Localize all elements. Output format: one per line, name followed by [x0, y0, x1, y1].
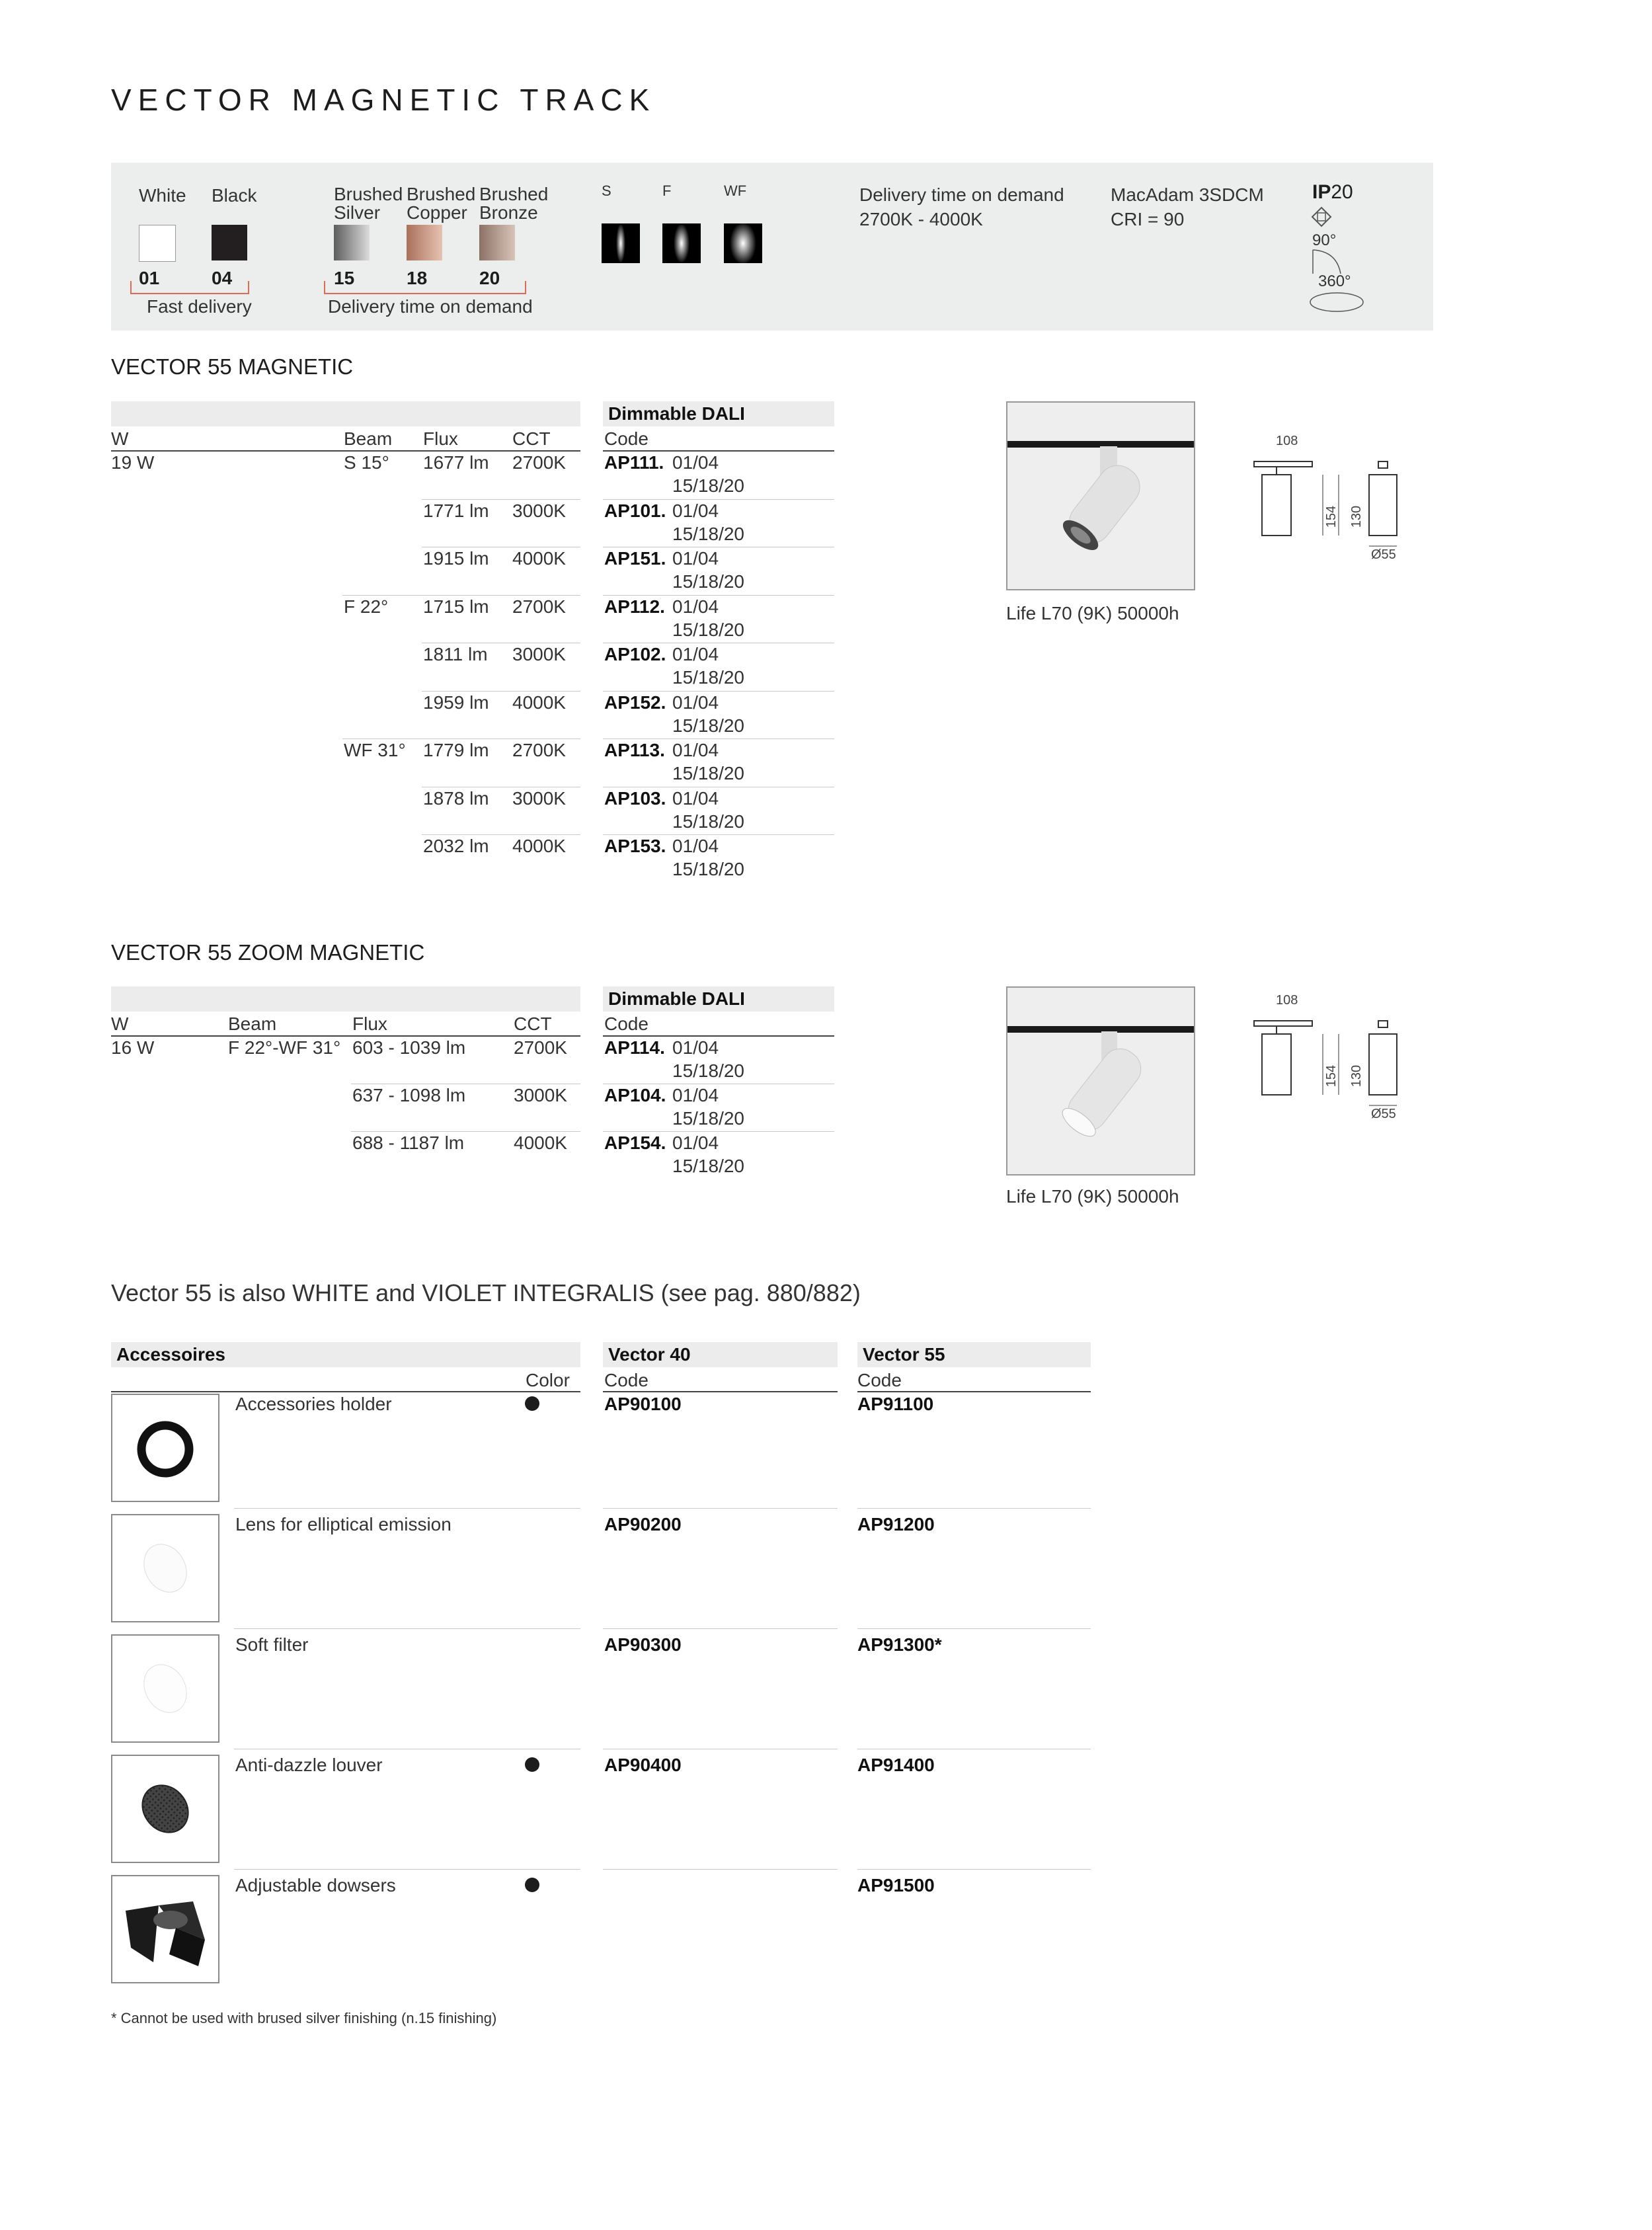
- row-code: AP102.: [604, 644, 666, 664]
- row-flux: 1915 lm: [423, 548, 489, 569]
- zoom-row-flux: 637 - 1098 lm: [352, 1085, 466, 1105]
- row-finish-demand: 15/18/20: [672, 571, 744, 592]
- row-cct: 2700K: [512, 740, 566, 760]
- demand-bracket: [324, 281, 526, 294]
- row-code: AP112.: [604, 596, 665, 617]
- code-divider: [603, 738, 834, 739]
- v55-code: AP91500: [857, 1875, 935, 1895]
- row-finish-fast: 01/04: [672, 644, 719, 664]
- row-finish-demand: 15/18/20: [672, 763, 744, 783]
- row-code: AP103.: [604, 787, 666, 809]
- v40-header: Vector 40: [608, 1344, 691, 1365]
- zoom-col-beam: Beam: [228, 1014, 277, 1034]
- row-finish-fast: 01/04: [672, 787, 719, 809]
- integralis-note: Vector 55 is also WHITE and VIOLET INTEGRALIS (see pag. 880/882): [111, 1279, 861, 1306]
- col-w: W: [111, 428, 129, 449]
- v40-code: AP90200: [604, 1514, 682, 1534]
- rotation-ellipse-icon: [1309, 291, 1364, 313]
- v40-divider: [603, 1508, 838, 1509]
- row-flux: 1878 lm: [423, 787, 489, 809]
- finish-code-copper: 18: [407, 268, 428, 288]
- row-finish-demand: 15/18/20: [672, 619, 744, 640]
- header-rule-code: [603, 450, 834, 452]
- dali-header: Dimmable DALI: [608, 403, 745, 424]
- row-cct: 2700K: [512, 452, 566, 473]
- zoom-row-finish-demand: 15/18/20: [672, 1108, 744, 1129]
- row-beam: S 15°: [344, 452, 389, 473]
- finish-label-white: White: [139, 185, 186, 206]
- ip-symbol-icon: [1311, 206, 1332, 227]
- acc-divider: [234, 1508, 580, 1509]
- table-header-band: [111, 401, 580, 426]
- zoom-dim-height-total: 154: [1324, 1064, 1339, 1088]
- delivery-info: Delivery time on demand 2700K - 4000K: [859, 184, 1064, 229]
- beam-wf-icon: [724, 223, 762, 263]
- ip-rating: IP20: [1312, 181, 1353, 203]
- swatch-black: [212, 225, 247, 260]
- zoom-dali-header: Dimmable DALI: [608, 988, 745, 1009]
- zoom-header-band: [111, 986, 580, 1012]
- zoom-dimension-drawing: [1253, 1014, 1405, 1110]
- zoom-col-flux: Flux: [352, 1014, 387, 1034]
- color-dot-black: [525, 1878, 539, 1892]
- lens-icon: [111, 1514, 219, 1622]
- beam-label-wf: WF: [724, 182, 747, 199]
- demand-delivery-caption: Delivery time on demand: [328, 296, 533, 317]
- footnote: * Cannot be used with brused silver finishing (n.15 finishing): [111, 2010, 497, 2026]
- zoom-row-finish-demand: 15/18/20: [672, 1060, 744, 1081]
- row-flux: 2032 lm: [423, 836, 489, 856]
- row-code: AP101.: [604, 500, 666, 521]
- acc-header: Accessoires: [116, 1344, 226, 1365]
- v55-code-header: Code: [857, 1370, 902, 1390]
- code-divider: [603, 691, 834, 692]
- v55-divider: [857, 1628, 1091, 1629]
- row-finish-demand: 15/18/20: [672, 475, 744, 496]
- zoom-life: Life L70 (9K) 50000h: [1006, 1186, 1179, 1207]
- group-divider: [342, 595, 580, 596]
- zoom-row-cct: 3000K: [514, 1085, 567, 1105]
- v55-code: AP91200: [857, 1514, 935, 1534]
- zoom-header-rule-code: [603, 1035, 834, 1037]
- zoom-col-cct: CCT: [514, 1014, 552, 1034]
- zoom-row-code: AP104.: [604, 1085, 666, 1105]
- row-finish-demand: 15/18/20: [672, 715, 744, 736]
- zoom-product-photo: [1006, 986, 1195, 1175]
- v55-code: AP91400: [857, 1755, 935, 1775]
- section-title-zoom: VECTOR 55 ZOOM MAGNETIC: [111, 940, 425, 965]
- tilt-angle: 90°: [1312, 231, 1337, 249]
- dim-height-total: 154: [1324, 505, 1339, 528]
- finish-label-bronze: Brushed Bronze: [479, 184, 549, 223]
- accessory-name: Soft filter: [235, 1634, 309, 1655]
- row-code: AP153.: [604, 836, 666, 856]
- vector55-life: Life L70 (9K) 50000h: [1006, 603, 1179, 623]
- dowser-icon: [111, 1875, 219, 1983]
- code-divider: [603, 595, 834, 596]
- v55-code: AP91100: [857, 1394, 934, 1414]
- zoom-header-rule: [111, 1035, 580, 1037]
- col-code: Code: [604, 428, 649, 449]
- zoom-row-flux: 688 - 1187 lm: [352, 1133, 465, 1153]
- row-flux: 1959 lm: [423, 692, 489, 713]
- col-beam: Beam: [344, 428, 393, 449]
- v40-divider: [603, 1628, 838, 1629]
- zoom-dim-height-body: 130: [1349, 1064, 1364, 1088]
- beam-label-s: S: [602, 182, 611, 199]
- row-beam: F 22°: [344, 596, 389, 617]
- zoom-row-divider: [351, 1131, 580, 1132]
- swatch-white: [139, 225, 176, 262]
- finish-code-bronze: 20: [479, 268, 500, 288]
- zoom-col-code: Code: [604, 1014, 649, 1034]
- zoom-col-w: W: [111, 1014, 129, 1034]
- group-divider: [342, 738, 580, 739]
- row-finish-demand: 15/18/20: [672, 523, 744, 544]
- row-divider: [422, 691, 580, 692]
- row-cct: 2700K: [512, 596, 566, 617]
- row-finish-fast: 01/04: [672, 740, 719, 760]
- row-finish-demand: 15/18/20: [672, 811, 744, 832]
- color-dot-black: [525, 1396, 539, 1411]
- row-cct: 4000K: [512, 836, 566, 856]
- zoom-dim-width: 108: [1276, 993, 1298, 1008]
- finish-code-black: 04: [212, 268, 233, 288]
- row-finish-fast: 01/04: [672, 836, 719, 856]
- code-divider: [603, 834, 834, 835]
- accessory-name: Lens for elliptical emission: [235, 1514, 452, 1534]
- row-finish-fast: 01/04: [672, 452, 719, 473]
- zoom-row-finish-demand: 15/18/20: [672, 1156, 744, 1176]
- finish-code-white: 01: [139, 268, 160, 288]
- zoom-dim-diameter: Ø55: [1371, 1107, 1396, 1121]
- zoom-row-code: AP154.: [604, 1133, 666, 1153]
- row-code: AP152.: [604, 692, 666, 713]
- row-watt: 19 W: [111, 452, 155, 473]
- row-finish-fast: 01/04: [672, 500, 719, 521]
- v40-divider: [603, 1869, 838, 1870]
- section-title-vector55: VECTOR 55 MAGNETIC: [111, 354, 354, 379]
- ring-icon: [111, 1394, 219, 1502]
- accessory-name: Anti-dazzle louver: [235, 1755, 383, 1775]
- page-title: VECTOR MAGNETIC TRACK: [111, 83, 656, 117]
- finish-label-black: Black: [212, 185, 257, 206]
- row-divider: [422, 499, 580, 500]
- accessory-name: Accessories holder: [235, 1394, 392, 1414]
- finish-code-silver: 15: [334, 268, 355, 288]
- row-beam: WF 31°: [344, 740, 406, 760]
- col-cct: CCT: [512, 428, 551, 449]
- row-cct: 3000K: [512, 644, 566, 664]
- row-cct: 4000K: [512, 548, 566, 569]
- row-flux: 1715 lm: [423, 596, 489, 617]
- macadam-info: MacAdam 3SDCM CRI = 90: [1111, 184, 1264, 229]
- v55-divider: [857, 1869, 1091, 1870]
- zoom-row-finish-fast: 01/04: [672, 1085, 719, 1105]
- row-flux: 1811 lm: [423, 644, 488, 664]
- finish-label-copper: Brushed Copper: [407, 184, 476, 223]
- row-code: AP151.: [604, 548, 666, 569]
- dim-diameter: Ø55: [1371, 547, 1396, 562]
- swatch-brushed-silver: [334, 225, 370, 260]
- row-cct: 4000K: [512, 692, 566, 713]
- code-divider: [603, 499, 834, 500]
- row-finish-demand: 15/18/20: [672, 859, 744, 879]
- vector55-product-photo: [1006, 401, 1195, 590]
- row-finish-fast: 01/04: [672, 548, 719, 569]
- row-divider: [422, 834, 580, 835]
- row-code: AP111.: [604, 452, 664, 473]
- zoom-row-flux: 603 - 1039 lm: [352, 1037, 466, 1058]
- dim-width: 108: [1276, 434, 1298, 448]
- v40-code-header: Code: [604, 1370, 649, 1390]
- zoom-code-divider: [603, 1131, 834, 1132]
- acc-color-header: Color: [526, 1370, 570, 1390]
- row-cct: 3000K: [512, 500, 566, 521]
- dim-height-body: 130: [1349, 505, 1364, 528]
- acc-divider: [234, 1628, 580, 1629]
- acc-rule: [111, 1391, 580, 1392]
- louver-icon: [111, 1755, 219, 1863]
- vector55-dimension-drawing: [1253, 455, 1405, 551]
- v40-code: AP90400: [604, 1755, 682, 1775]
- zoom-row-finish-fast: 01/04: [672, 1133, 719, 1153]
- v55-header: Vector 55: [863, 1344, 945, 1365]
- v55-divider: [857, 1508, 1091, 1509]
- finish-label-silver: Brushed Silver: [334, 184, 403, 223]
- rotation-angle: 360°: [1318, 272, 1351, 290]
- row-flux: 1779 lm: [423, 740, 489, 760]
- swatch-brushed-copper: [407, 225, 442, 260]
- row-flux: 1771 lm: [423, 500, 489, 521]
- beam-f-icon: [662, 223, 701, 263]
- v55-rule: [857, 1391, 1091, 1392]
- row-finish-demand: 15/18/20: [672, 667, 744, 688]
- v40-code: AP90300: [604, 1634, 682, 1655]
- col-flux: Flux: [423, 428, 458, 449]
- row-finish-fast: 01/04: [672, 692, 719, 713]
- swatch-brushed-bronze: [479, 225, 515, 260]
- accessory-name: Adjustable dowsers: [235, 1875, 396, 1895]
- row-flux: 1677 lm: [423, 452, 489, 473]
- zoom-row-cct: 2700K: [514, 1037, 567, 1058]
- zoom-row-cct: 4000K: [514, 1133, 567, 1153]
- filter-icon: [111, 1634, 219, 1743]
- beam-s-icon: [602, 223, 640, 263]
- beam-label-f: F: [662, 182, 672, 199]
- zoom-row-finish-fast: 01/04: [672, 1037, 719, 1058]
- row-code: AP113.: [604, 740, 665, 760]
- fast-delivery-caption: Fast delivery: [147, 296, 252, 317]
- zoom-row-code: AP114.: [604, 1037, 665, 1058]
- fast-bracket: [130, 281, 249, 294]
- row-finish-fast: 01/04: [672, 596, 719, 617]
- zoom-row-beam: F 22°-WF 31°: [228, 1037, 341, 1058]
- v40-rule: [603, 1391, 838, 1392]
- acc-divider: [234, 1869, 580, 1870]
- header-rule: [111, 450, 580, 452]
- v40-code: AP90100: [604, 1394, 682, 1414]
- zoom-row-watt: 16 W: [111, 1037, 155, 1058]
- color-dot-black: [525, 1757, 539, 1772]
- v55-code: AP91300*: [857, 1634, 942, 1655]
- row-cct: 3000K: [512, 787, 566, 809]
